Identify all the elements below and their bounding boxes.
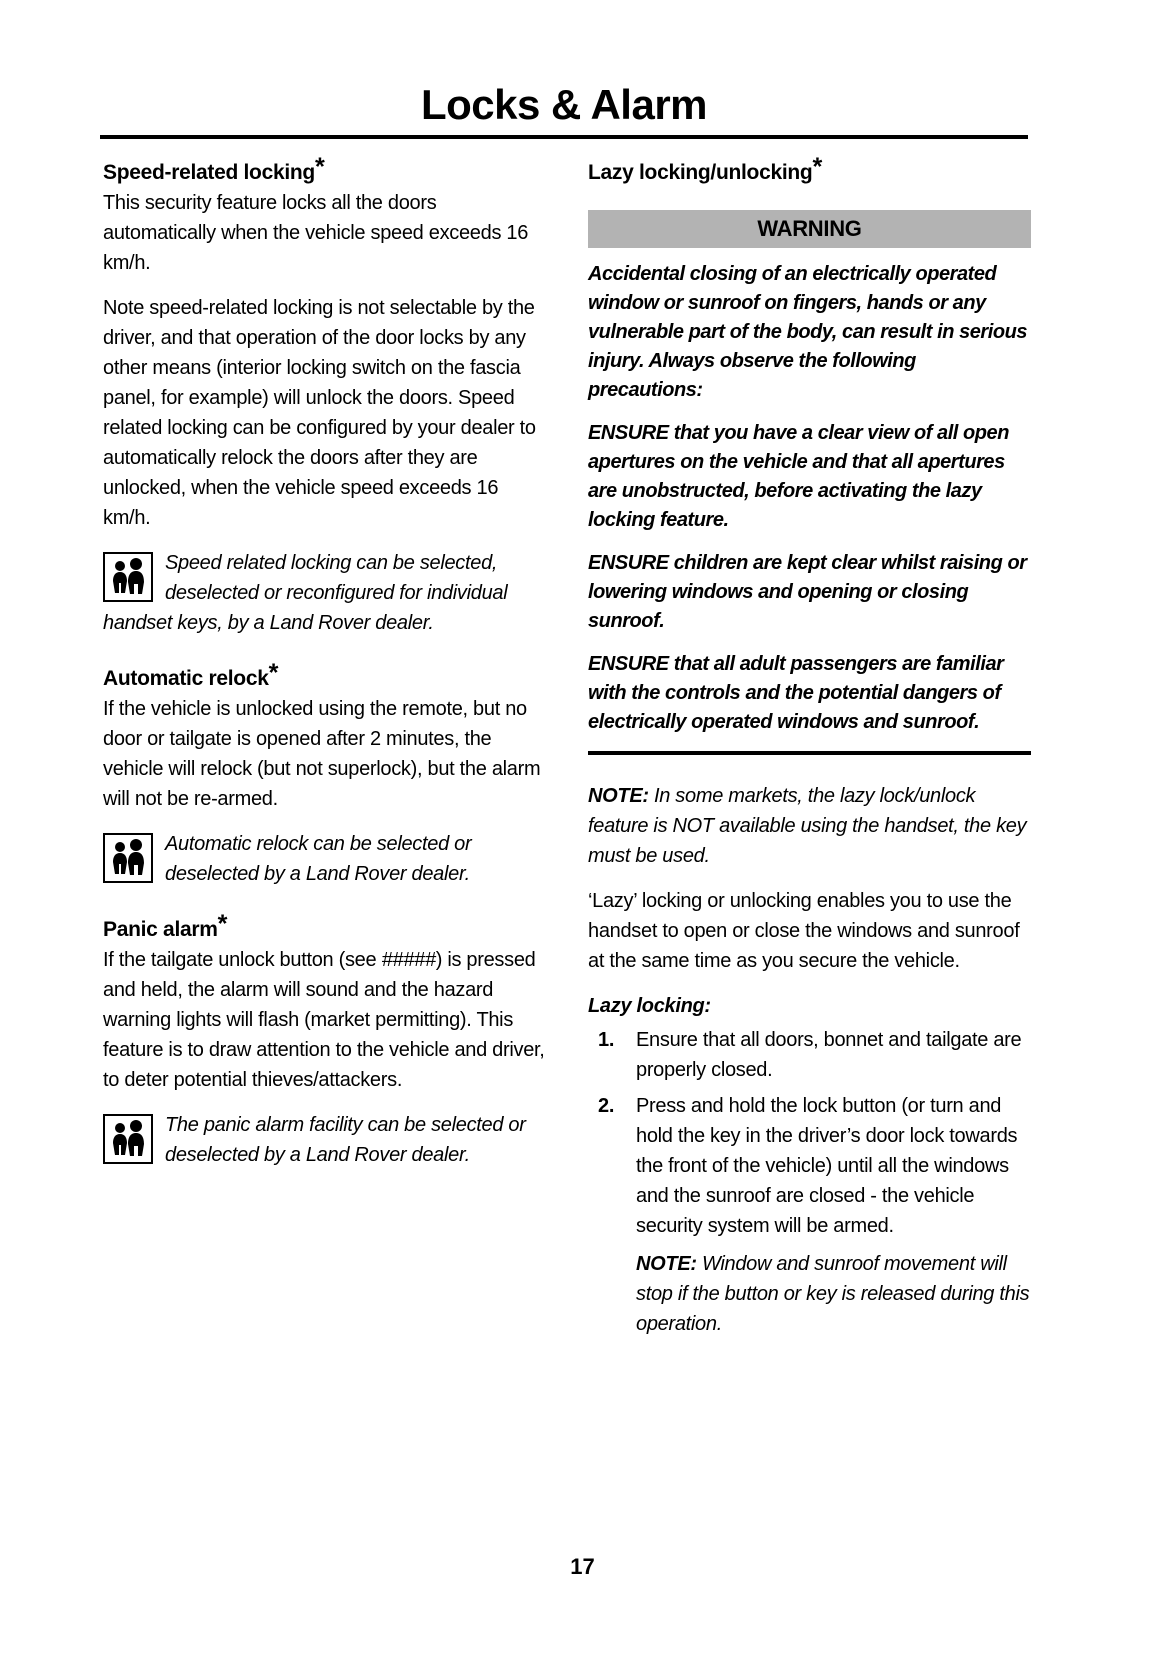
- heading-speed-related-locking: Speed-related locking*: [103, 152, 325, 184]
- paragraph: [103, 945, 546, 1095]
- note-label: NOTE:: [588, 785, 649, 807]
- dealer-icon: [103, 1114, 153, 1164]
- paragraph: Note speed-related locking is not selectable by the driver, and that operation of the door locks by any other means (interior locking switch on the fascia panel, for example) will unlock the doors. Speed related locking can be configured by your dealer to automatically relock the doors after they are unlocked, when the vehicle speed exceeds 16 km/h.: [103, 297, 536, 529]
- right-column: [588, 152, 1031, 1339]
- dealer-note-text: Automatic relock can be selected or deselected by a Land Rover dealer.: [165, 833, 472, 885]
- warning-paragraph: ENSURE children are kept clear whilst raising or lowering windows and opening or closing sunroof.: [588, 552, 1027, 632]
- step-text: Press and hold the lock button (or turn and hold the key in the driver’s door lock towards the front of the vehicle) until all the windows and the sunroof are closed - the vehicle security system will be armed.: [636, 1095, 1018, 1237]
- step-number: 2.: [598, 1095, 615, 1117]
- dealer-note-text: The panic alarm facility can be selected or deselected by a Land Rover dealer.: [165, 1114, 526, 1166]
- note-text: Window and sunroof movement will stop if the button or key is released during this operation.: [636, 1253, 1030, 1335]
- dealer-note: [103, 829, 546, 889]
- heading-text: Automatic relock: [103, 667, 269, 690]
- warning-end-rule: [588, 751, 1031, 755]
- paragraph-text: ) is pressed and held, the alarm will sound and the hazard warning lights will flash (market permitting). This feature is to draw attention to the vehicle and driver, to deter potential thieves/attackers.: [103, 949, 545, 1091]
- steps-list: [588, 1025, 1031, 1241]
- title-block: [100, 82, 1028, 139]
- subheading-lazy-locking: Lazy locking:: [588, 995, 711, 1017]
- section-automatic-relock: [103, 658, 546, 889]
- heading-text: Speed-related locking: [103, 161, 315, 184]
- left-column: [103, 152, 546, 1196]
- dealer-note: [103, 548, 546, 638]
- heading-text: Panic alarm: [103, 918, 218, 941]
- paragraph: ‘Lazy’ locking or unlocking enables you to use the handset to open or close the windows and sunroof at the same time as you secure the vehicle.: [588, 890, 1020, 972]
- dealer-icon: [103, 833, 153, 883]
- step-text: Ensure that all doors, bonnet and tailgate are properly closed.: [636, 1029, 1022, 1081]
- note: [636, 1249, 1031, 1339]
- page-footer: [0, 1554, 1165, 1580]
- warning-paragraph: Accidental closing of an electrically operated window or sunroof on fingers, hands or any vulnerable part of the body, can result in serious injury. Always observe the following precautions:: [588, 263, 1028, 401]
- note: [588, 781, 1031, 871]
- dealer-note-text: Speed related locking can be selected, deselected or reconfigured for individual handset keys, by a Land Rover dealer.: [103, 552, 508, 634]
- warning-banner: [588, 210, 1031, 248]
- warning-paragraph: ENSURE that all adult passengers are familiar with the controls and the potential dangers of electrically operated windows and sunroof.: [588, 653, 1004, 733]
- warning-body: [588, 260, 1031, 755]
- page-title: Locks & Alarm: [420, 81, 708, 128]
- cross-reference-placeholder: #####: [381, 949, 436, 971]
- page-number: 17: [570, 1554, 595, 1579]
- title-rule: [100, 135, 1028, 139]
- section-speed-related-locking: [103, 152, 546, 638]
- dealer-icon: [103, 552, 153, 602]
- dealer-note: [103, 1110, 546, 1170]
- paragraph-text: If the tailgate unlock button (see: [103, 949, 382, 971]
- warning-label: WARNING: [757, 216, 862, 241]
- note-text: In some markets, the lazy lock/unlock feature is NOT available using the handset, the key must be used.: [588, 785, 1027, 867]
- heading-automatic-relock: Automatic relock*: [103, 658, 279, 690]
- heading-lazy-locking-unlocking: Lazy locking/unlocking*: [588, 152, 822, 184]
- heading-text: Lazy locking/unlocking: [588, 161, 813, 184]
- section-panic-alarm: [103, 909, 546, 1170]
- step-item: [588, 1091, 1031, 1241]
- step-number: 1.: [598, 1029, 615, 1051]
- paragraph: If the vehicle is unlocked using the remote, but no door or tailgate is opened after 2 minutes, the vehicle will relock (but not superlock), but the alarm will not be re-armed.: [103, 698, 541, 810]
- note-label: NOTE:: [636, 1253, 697, 1275]
- paragraph: This security feature locks all the doors automatically when the vehicle speed exceeds 16 km/h.: [103, 192, 529, 274]
- heading-panic-alarm: Panic alarm*: [103, 909, 228, 941]
- warning-paragraph: ENSURE that you have a clear view of all open apertures on the vehicle and that all apertures are unobstructed, before activating the lazy locking feature.: [588, 422, 1009, 531]
- step-item: [588, 1025, 1031, 1085]
